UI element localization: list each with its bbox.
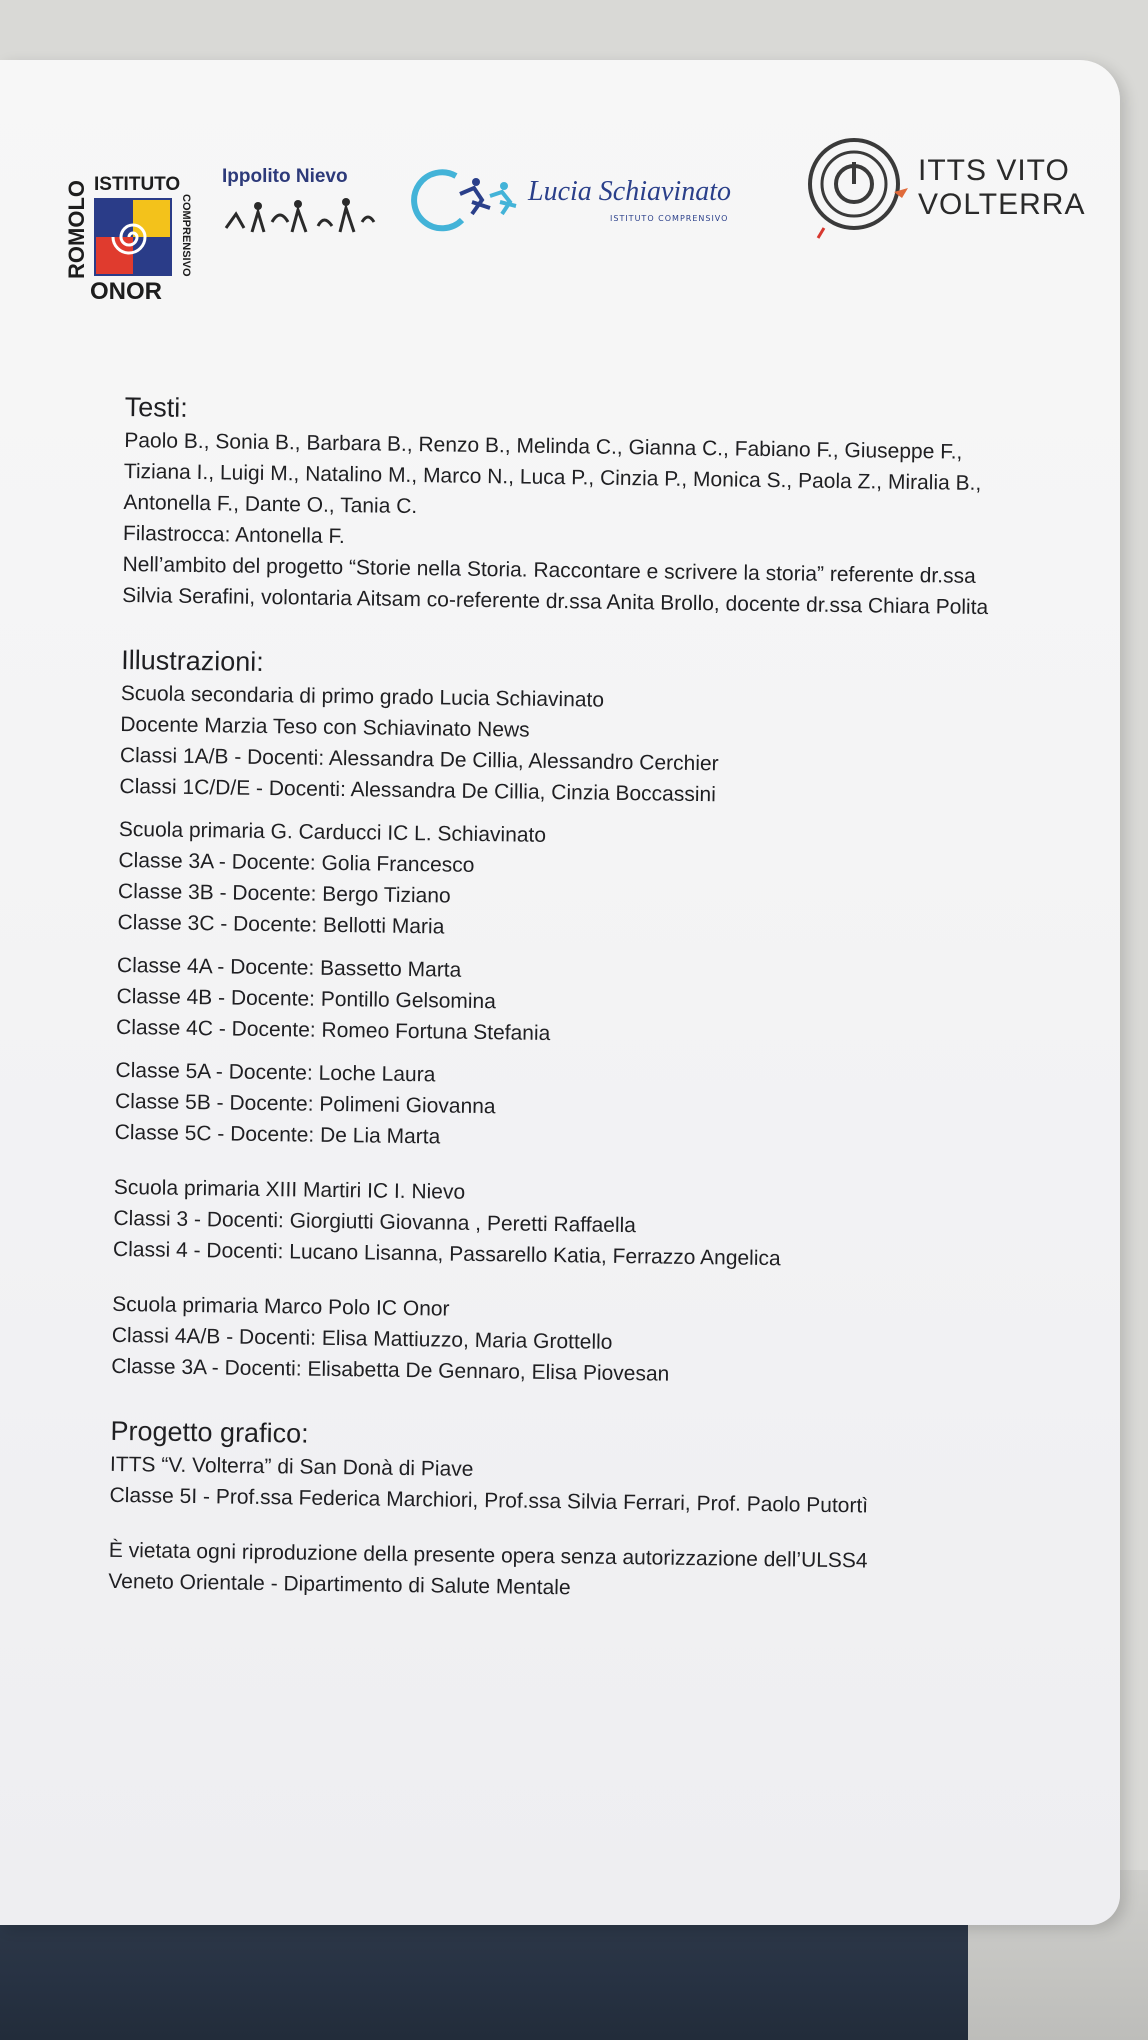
illustrazioni-group-carducci bbox=[117, 814, 1019, 951]
power-at-icon bbox=[798, 132, 913, 242]
spiral-icon bbox=[96, 200, 170, 274]
volterra-logo-text bbox=[918, 154, 1085, 222]
illustrazioni-group-classe4 bbox=[116, 950, 1017, 1056]
list-item: Scuola primaria Marco Polo IC Onor bbox=[112, 1292, 450, 1321]
list-item: Classe 5I - Prof.ssa Federica Marchiori, Prof.ssa Silvia Ferrari, Prof. Paolo Putortì bbox=[109, 1483, 869, 1518]
list-item: Classi 1A/B - Docenti: Alessandra De Cillia, Alessandro Cerchier bbox=[119, 743, 719, 776]
romolo-logo-emblem bbox=[94, 198, 172, 276]
schiavinato-logo-title: Lucia Schiavinato bbox=[528, 176, 731, 207]
filastrocca-line: Filastrocca: Antonella F. bbox=[122, 521, 345, 549]
testi-authors: Paolo B., Sonia B., Barbara B., Renzo B., Melinda C., Gianna C., Fabiano F., Giuseppe F., Tiziana I., Luigi M., Natalino M., Marco N., Luca P., Cinzia P., Monica S., Paola Z., Miralia B., Antonella F., Dante O., Tania C. bbox=[123, 428, 982, 519]
list-item: Scuola secondaria di primo grado Lucia Schiavinato bbox=[120, 681, 605, 712]
illustrazioni-group-onor bbox=[111, 1289, 1012, 1395]
runners-icon bbox=[410, 164, 528, 234]
list-item: Classe 4A - Docente: Bassetto Marta bbox=[116, 953, 462, 982]
list-item: ITTS “V. Volterra” di San Donà di Piave bbox=[109, 1452, 474, 1481]
romolo-logo-left-text: ROMOLO bbox=[64, 180, 89, 279]
romolo-onor-logo bbox=[64, 172, 200, 312]
list-item: Classi 1C/D/E - Docenti: Alessandra De Cillia, Cinzia Boccassini bbox=[119, 774, 716, 807]
lucia-schiavinato-logo bbox=[410, 164, 770, 234]
list-item: Scuola primaria XIII Martiri IC I. Nievo bbox=[113, 1175, 466, 1204]
volterra-logo-line2: VOLTERRA bbox=[918, 188, 1086, 221]
list-item: Classe 3A - Docente: Golia Francesco bbox=[118, 848, 475, 877]
romolo-logo-side-text: COMPRENSIVO bbox=[180, 194, 192, 277]
schiavinato-logo-subtitle: ISTITUTO COMPRENSIVO bbox=[610, 214, 729, 223]
copyright-line: È vietata ogni riproduzione della presente opera senza autorizzazione dell’ULSS4 bbox=[108, 1538, 868, 1573]
ippolito-nievo-logo bbox=[222, 166, 382, 246]
testi-heading: Testi: bbox=[124, 392, 189, 423]
list-item: Classe 5B - Docente: Polimeni Giovanna bbox=[114, 1089, 496, 1119]
list-item: Classe 5C - Docente: De Lia Marta bbox=[114, 1120, 441, 1149]
copyright-line: Veneto Orientale - Dipartimento di Salute Mentale bbox=[108, 1569, 571, 1600]
romolo-logo-top-text: ISTITUTO bbox=[94, 174, 181, 195]
list-item: Classi 3 - Docenti: Giorgiutti Giovanna , Peretti Raffaella bbox=[113, 1206, 637, 1238]
illustrazioni-group-nievo bbox=[113, 1172, 1014, 1278]
list-item: Scuola primaria G. Carducci IC L. Schiavinato bbox=[118, 817, 547, 847]
illustrazioni-group-secondaria bbox=[119, 678, 1021, 815]
list-item: Docente Marzia Teso con Schiavinato News bbox=[120, 712, 530, 742]
itts-volterra-logo bbox=[798, 132, 1086, 242]
progetto-line: Nell’ambito del progetto “Storie nella Storia. Raccontare e scrivere la storia” referente dr.ssa Silvia Serafini, volontaria Aitsam co-referente dr.ssa Anita Brollo, docente dr.ssa Chiara Polita bbox=[121, 552, 989, 620]
romolo-logo-bottom-text: ONOR bbox=[90, 278, 162, 305]
progetto-grafico-heading: Progetto grafico: bbox=[110, 1415, 309, 1449]
list-item: Classe 5A - Docente: Loche Laura bbox=[115, 1058, 436, 1087]
list-item: Classi 4 - Docenti: Lucano Lisanna, Passarello Katia, Ferrazzo Angelica bbox=[112, 1237, 781, 1271]
illustrazioni-group-classe5 bbox=[114, 1055, 1015, 1161]
children-drawing-icon bbox=[222, 192, 382, 242]
nievo-logo-title: Ippolito Nievo bbox=[222, 166, 348, 187]
list-item: Classe 3A - Docenti: Elisabetta De Gennaro, Elisa Piovesan bbox=[111, 1354, 670, 1386]
list-item: Classe 3C - Docente: Bellotti Maria bbox=[117, 910, 445, 939]
volterra-logo-line1: ITTS VITO bbox=[918, 154, 1070, 187]
list-item: Classe 3B - Docente: Bergo Tiziano bbox=[117, 879, 451, 908]
list-item: Classe 4B - Docente: Pontillo Gelsomina bbox=[116, 984, 497, 1014]
illustrazioni-heading: Illustrazioni: bbox=[121, 644, 265, 677]
credits-text bbox=[108, 392, 1025, 1609]
list-item: Classe 4C - Docente: Romeo Fortuna Stefania bbox=[115, 1015, 551, 1045]
list-item: Classi 4A/B - Docenti: Elisa Mattiuzzo, Maria Grottello bbox=[111, 1323, 613, 1354]
